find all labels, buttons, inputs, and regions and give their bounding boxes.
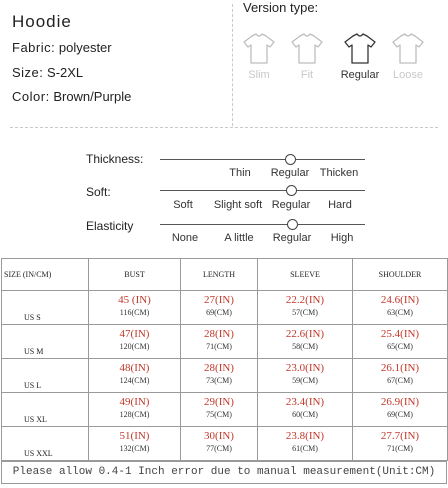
measure-cell	[89, 359, 181, 393]
scale-option: Thicken	[319, 167, 359, 179]
table-header-row	[2, 259, 448, 291]
fabric-value: polyester	[58, 40, 112, 55]
version-option-label: Regular	[340, 69, 380, 81]
scale-knob[interactable]	[287, 219, 298, 230]
scale-option: Regular	[272, 232, 312, 244]
fabric-label: Fabric:	[12, 40, 56, 55]
measure-cell	[258, 325, 353, 359]
cm-value: 65(CM)	[387, 342, 413, 351]
measure-cell	[258, 393, 353, 427]
measure-cell	[89, 325, 181, 359]
version-option-3[interactable]	[386, 30, 430, 81]
product-title: Hoodie	[12, 12, 72, 31]
tshirt-icon	[342, 30, 378, 66]
inch-value: 23.8(IN)	[285, 430, 325, 442]
inch-value: 48(IN)	[119, 362, 150, 374]
inch-value: 22.2(IN)	[285, 294, 325, 306]
inch-value: 25.4(IN)	[380, 328, 420, 340]
inch-value: 26.1(IN)	[380, 362, 420, 374]
measure-cell	[181, 393, 258, 427]
version-option-label: Fit	[300, 69, 314, 81]
table-row	[2, 291, 448, 325]
header-length: LENGTH	[181, 259, 258, 291]
scale-track	[160, 159, 365, 160]
cm-value: 116(CM)	[119, 308, 150, 317]
inch-value: 27(IN)	[204, 294, 234, 306]
scale-knob[interactable]	[285, 154, 296, 165]
cm-value: 73(CM)	[206, 376, 232, 385]
color-row	[12, 89, 131, 104]
cm-value: 69(CM)	[387, 410, 413, 419]
table-row	[2, 325, 448, 359]
cm-value: 120(CM)	[119, 342, 150, 351]
scale-option: A little	[224, 232, 254, 244]
measure-cell	[353, 291, 448, 325]
measure-cell	[89, 393, 181, 427]
measure-cell	[258, 427, 353, 461]
measure-cell	[353, 393, 448, 427]
scale-knob[interactable]	[286, 185, 297, 196]
fabric-row	[12, 40, 112, 55]
cm-value: 132(CM)	[119, 444, 150, 453]
version-option-label: Slim	[248, 69, 270, 81]
size-value: S-2XL	[47, 65, 84, 80]
scale-option: Soft	[173, 199, 193, 211]
scale-option: Slight soft	[213, 199, 263, 211]
size-cell: US XXL	[2, 427, 89, 461]
cm-value: 67(CM)	[387, 376, 413, 385]
cm-value: 69(CM)	[206, 308, 232, 317]
inch-value: 29(IN)	[204, 396, 234, 408]
inch-value: 26.9(IN)	[380, 396, 420, 408]
inch-value: 45 (IN)	[118, 294, 151, 306]
inch-value: 23.0(IN)	[285, 362, 325, 374]
cm-value: 61(CM)	[292, 444, 318, 453]
size-cell: US S	[2, 291, 89, 325]
scale-track	[160, 190, 365, 191]
cm-value: 57(CM)	[292, 308, 318, 317]
cm-value: 75(CM)	[206, 410, 232, 419]
measure-cell	[258, 359, 353, 393]
inch-value: 28(IN)	[204, 362, 234, 374]
scale-label: Elasticity	[86, 219, 134, 233]
inch-value: 49(IN)	[119, 396, 150, 408]
measure-cell	[181, 359, 258, 393]
size-row	[12, 65, 83, 80]
measure-cell	[89, 291, 181, 325]
header-size: SIZE (IN/CM)	[2, 259, 89, 291]
inch-value: 30(IN)	[204, 430, 234, 442]
inch-value: 51(IN)	[119, 430, 150, 442]
measure-cell	[181, 291, 258, 325]
tshirt-icon	[289, 30, 325, 66]
scale-label: Thickness:	[86, 152, 144, 166]
measure-cell	[353, 359, 448, 393]
measure-cell	[258, 291, 353, 325]
measure-cell	[353, 325, 448, 359]
version-title: Version type:	[243, 0, 319, 15]
cm-value: 58(CM)	[292, 342, 318, 351]
measurement-note: Please allow 0.4-1 Inch error due to manual measurement(Unit:CM)	[1, 461, 447, 484]
measure-cell	[181, 427, 258, 461]
inch-value: 22.6(IN)	[285, 328, 325, 340]
size-label: Size:	[12, 65, 44, 80]
cm-value: 71(CM)	[387, 444, 413, 453]
version-option-label: Loose	[393, 69, 423, 81]
size-cell: US L	[2, 359, 89, 393]
inch-value: 27.7(IN)	[380, 430, 420, 442]
cm-value: 59(CM)	[292, 376, 318, 385]
size-table	[1, 258, 448, 461]
scale-option: Thin	[229, 167, 251, 179]
header-sleeve: SLEEVE	[258, 259, 353, 291]
header-bust: BUST	[89, 259, 181, 291]
color-value: Brown/Purple	[53, 89, 132, 104]
size-cell: US XL	[2, 393, 89, 427]
inch-value: 28(IN)	[204, 328, 234, 340]
cm-value: 71(CM)	[206, 342, 232, 351]
color-label: Color:	[12, 89, 50, 104]
version-option-0[interactable]	[237, 30, 281, 81]
table-row	[2, 393, 448, 427]
inch-value: 24.6(IN)	[380, 294, 420, 306]
scale-option: Regular	[271, 199, 311, 211]
cm-value: 124(CM)	[119, 376, 150, 385]
divider-horizontal	[10, 127, 438, 128]
tshirt-icon	[390, 30, 426, 66]
cm-value: 63(CM)	[387, 308, 413, 317]
cm-value: 60(CM)	[292, 410, 318, 419]
table-row	[2, 359, 448, 393]
version-option-2[interactable]	[338, 30, 382, 81]
version-option-1[interactable]	[285, 30, 329, 81]
tshirt-icon	[241, 30, 277, 66]
scale-track	[160, 224, 365, 225]
measure-cell	[181, 325, 258, 359]
cm-value: 128(CM)	[119, 410, 150, 419]
cm-value: 77(CM)	[206, 444, 232, 453]
measure-cell	[89, 427, 181, 461]
scale-option: Hard	[328, 199, 352, 211]
scale-option: High	[330, 232, 354, 244]
scale-label: Soft:	[86, 185, 111, 199]
size-cell: US M	[2, 325, 89, 359]
scale-option: Regular	[270, 167, 310, 179]
inch-value: 47(IN)	[119, 328, 150, 340]
header-shoulder: SHOULDER	[353, 259, 448, 291]
table-row	[2, 427, 448, 461]
scale-option: None	[171, 232, 199, 244]
divider-vertical	[232, 4, 233, 126]
inch-value: 23.4(IN)	[285, 396, 325, 408]
measure-cell	[353, 427, 448, 461]
